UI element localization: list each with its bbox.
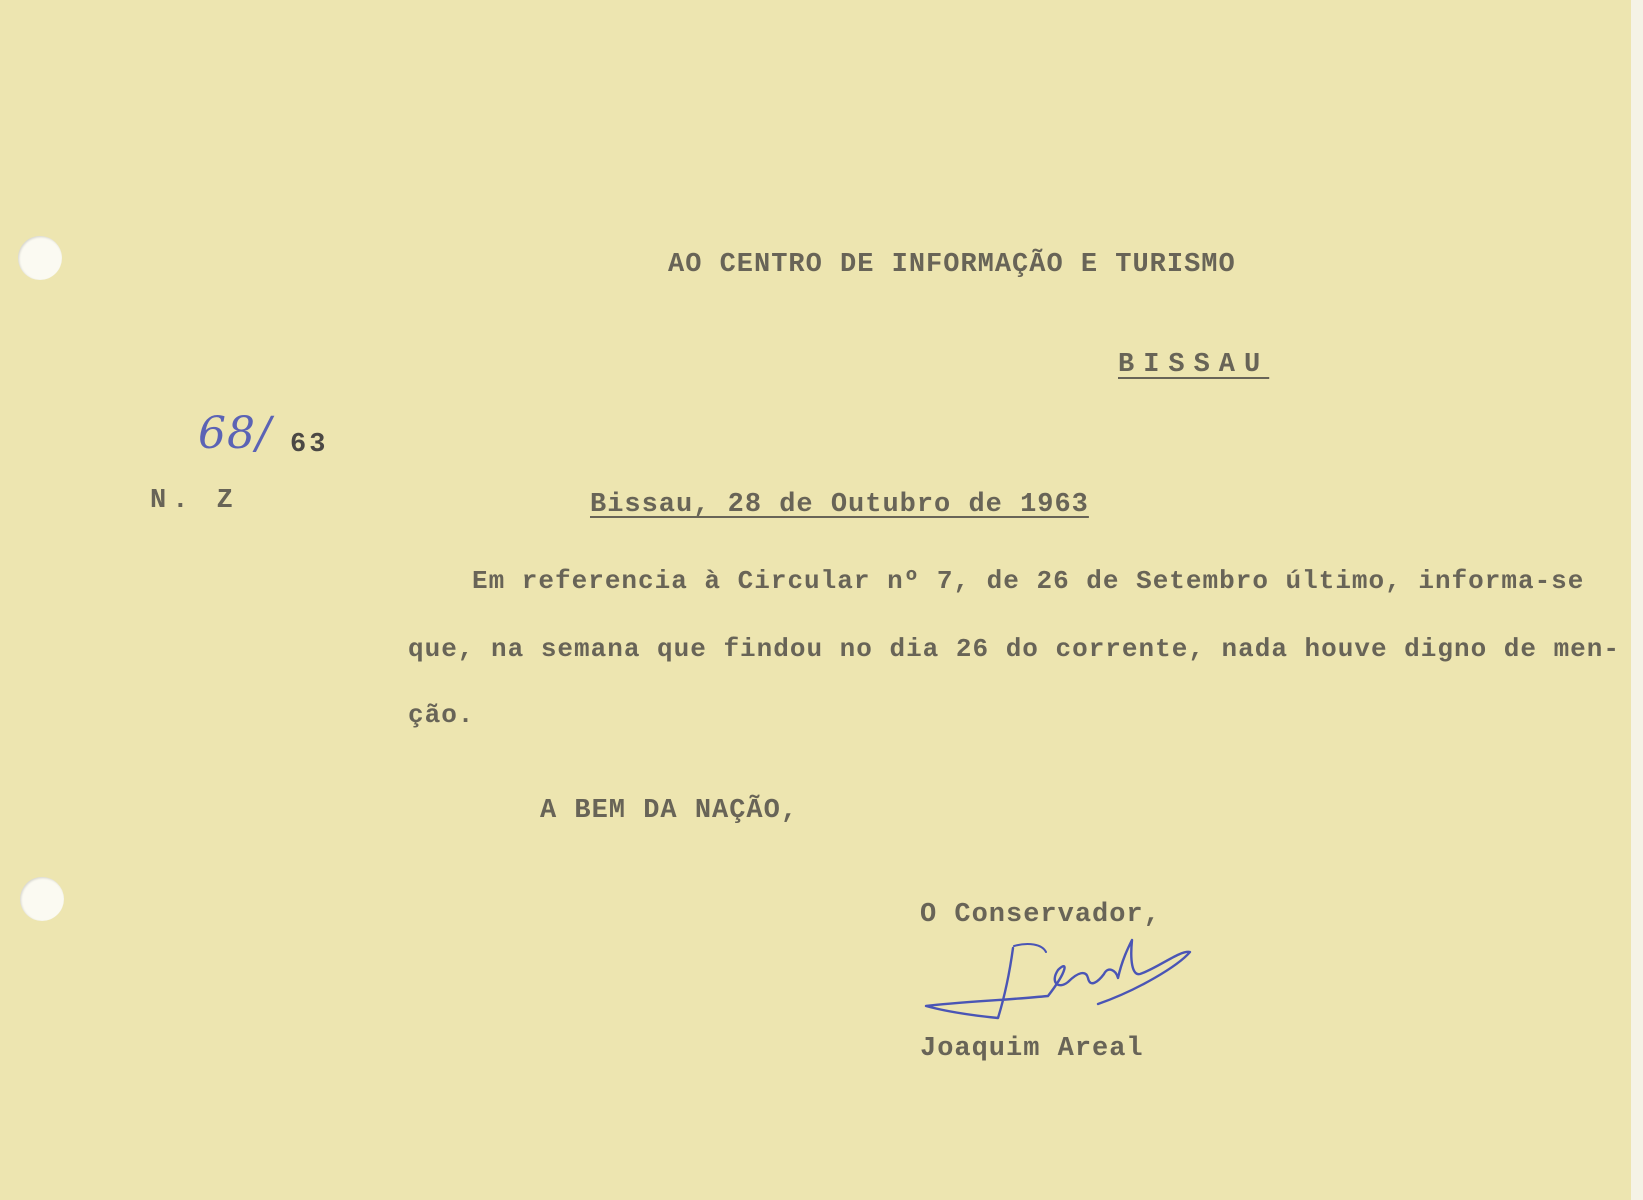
punch-hole-top (18, 236, 62, 280)
punch-hole-bottom (20, 877, 64, 921)
date-line: Bissau, 28 de Outubro de 1963 (590, 490, 1089, 520)
addressee: AO CENTRO DE INFORMAÇÃO E TURISMO (668, 250, 1236, 280)
handwritten-signature (918, 930, 1198, 1040)
body-line: ção. (408, 700, 475, 730)
handwritten-reference: 68/ (198, 408, 272, 459)
body-line: Em referencia à Circular nº 7, de 26 de Setembro último, informa-se (472, 566, 1585, 596)
closing-salutation: A BEM DA NAÇÃO, (540, 796, 799, 826)
signatory-title: O Conservador, (920, 900, 1161, 930)
body-line: que, na semana que findou no dia 26 do corrente, nada houve digno de men- (408, 634, 1620, 664)
signatory-name: Joaquim Areal (920, 1034, 1144, 1064)
city-header: BISSAU (1118, 350, 1270, 380)
reference-year: 63 (290, 430, 329, 460)
reference-number: N. Z (150, 486, 239, 516)
